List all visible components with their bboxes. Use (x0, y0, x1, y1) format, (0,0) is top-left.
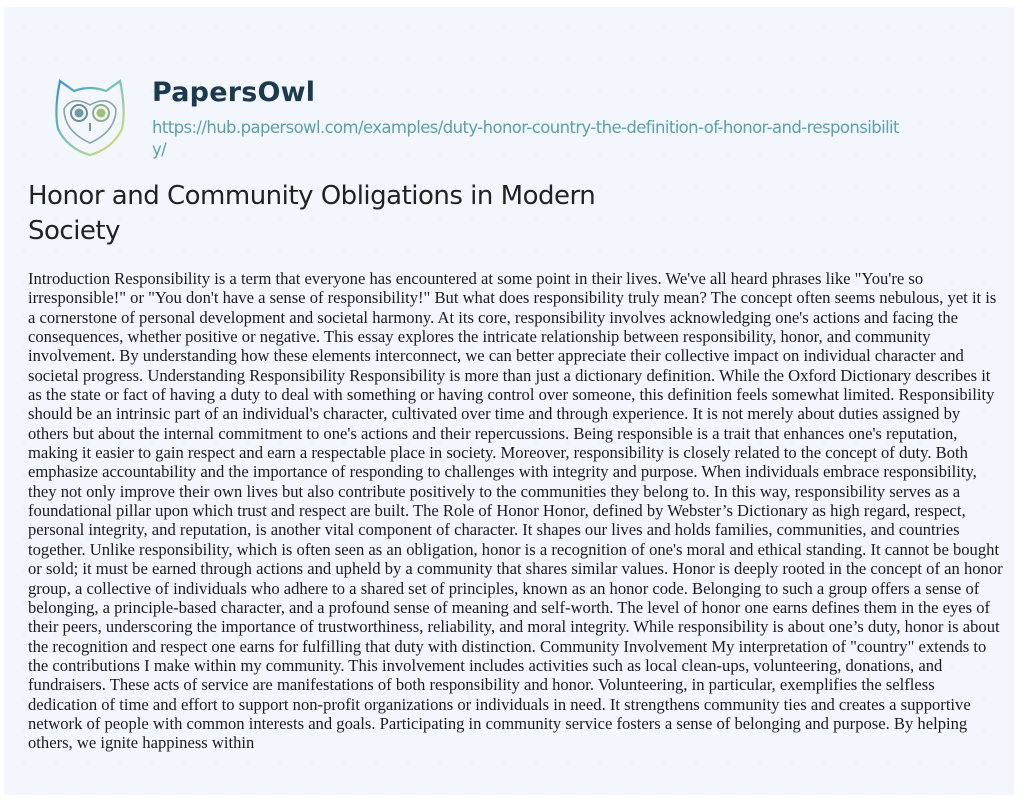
source-url-link[interactable]: https://hub.papersowl.com/examples/duty-honor-country-the-definition-of-honor-and-responsibility/ (152, 118, 899, 159)
owl-logo-icon (50, 69, 130, 159)
document-page (4, 7, 1014, 795)
header (50, 57, 950, 167)
article-body: Introduction Responsibility is a term that everyone has encountered at some point in their lives. We've all heard phrases like "You're so irresponsible!" or "You don't have a sense of responsibility!" But what does responsibility truly mean? The concept often seems nebulous, yet it is a cornerstone of personal development and societal harmony. At its core, responsibility involves acknowledging one's actions and facing the consequences, whether positive or negative. This essay explores the intricate relationship between responsibility, honor, and community involvement. By understanding how these elements interconnect, we can better appreciate their collective impact on individual character and societal progress. Understanding Responsibility Responsibility is more than just a dictionary definition. While the Oxford Dictionary describes it as the state or fact of having a duty to deal with something or having control over someone, this definition feels somewhat limited. Responsibility should be an intrinsic part of an individual's character, cultivated over time and through experience. It is not merely about duties assigned by others but about the internal commitment to one's actions and their repercussions. Being responsible is a trait that enhances one's reputation, making it easier to gain respect and earn a respectable place in society. Moreover, responsibility is closely related to the concept of duty. Both emphasize accountability and the importance of responding to challenges with integrity and purpose. When individuals embrace responsibility, they not only improve their own lives but also contribute positively to the communities they belong to. In this way, responsibility serves as a foundational pillar upon which trust and respect are built. The Role of Honor Honor, defined by Webster’s Dictionary as high regard, respect, personal integrity, and reputation, is another vital component of character. It shapes our lives and holds families, communities, and countries together. Unlike responsibility, which is often seen as an obligation, honor is a recognition of one's moral and ethical standing. It cannot be bought or sold; it must be earned through actions and upheld by a community that shares similar values. Honor is deeply rooted in the concept of an honor group, a collective of individuals who adhere to a shared set of principles, known as an honor code. Belonging to such a group offers a sense of belonging, a principle-based character, and a profound sense of meaning and self-worth. The level of honor one earns defines them in the eyes of their peers, underscoring the importance of trustworthiness, reliability, and moral integrity. While responsibility is about one’s duty, honor is about the recognition and respect one earns for fulfilling that duty with distinction. Community Involvement My interpretation of "country" extends to the contributions I make within my community. This involvement includes activities such as local clean-ups, volunteering, donations, and fundraisers. These acts of service are manifestations of both responsibility and honor. Volunteering, in particular, exemplifies the selfless dedication of time and effort to support non-profit organizations or individuals in need. It strengthens community ties and creates a supportive network of people with common interests and goals. Participating in community service fosters a sense of belonging and purpose. By helping others, we ignite happiness within (28, 269, 1003, 753)
page-title: Honor and Community Obligations in Modern Society (28, 181, 596, 246)
brand-name: PapersOwl (152, 77, 316, 108)
